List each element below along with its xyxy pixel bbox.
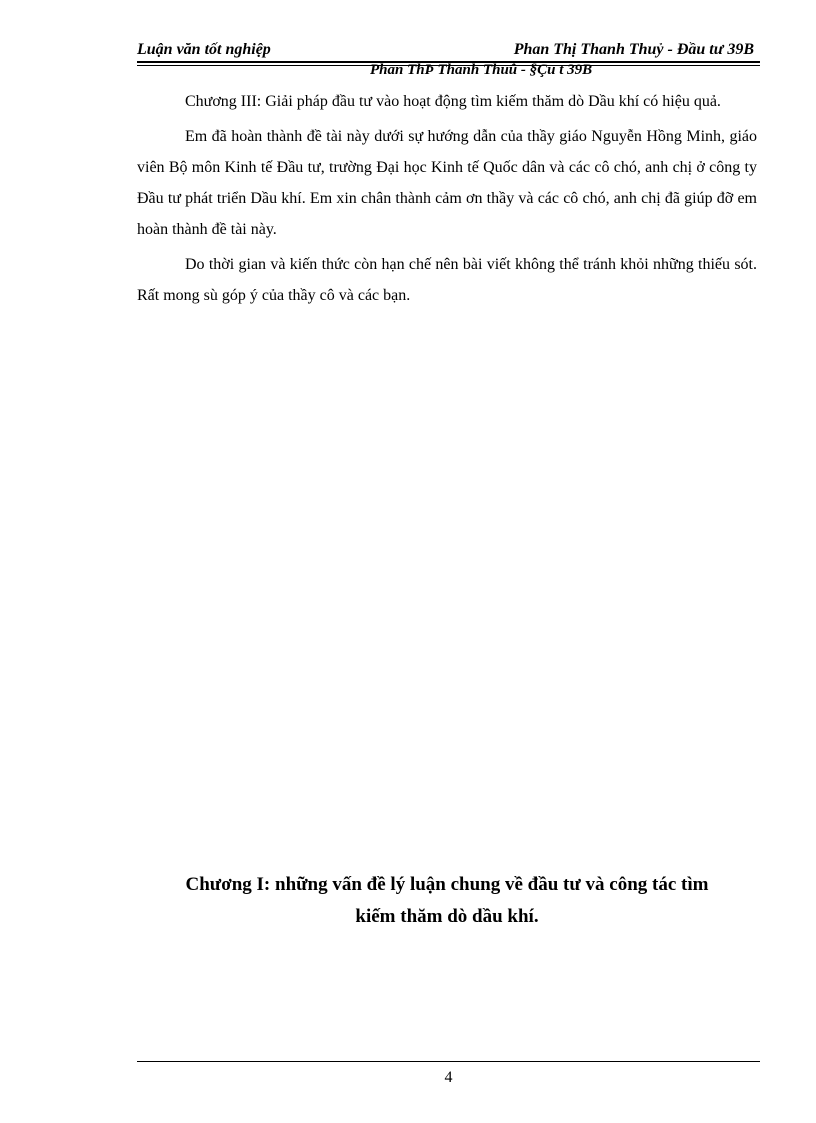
- document-body: [137, 86, 757, 315]
- paragraph-chapter-three: Chương III: Giải pháp đầu tư vào hoạt động tìm kiếm thăm dò Dầu khí có hiệu quả.: [185, 93, 721, 110]
- page-header: [137, 40, 760, 60]
- footer-divider: [137, 1061, 760, 1062]
- paragraph-closing: Do thời gian và kiến thức còn hạn chế nên bài viết không thể tránh khỏi những thiếu sót. Rất mong sù góp ý của thầy cô và các bạn.: [137, 256, 757, 304]
- chapter-heading: [137, 869, 757, 933]
- chapter-heading-line-1: Chương I: những vấn đề lý luận chung về đầu tư và công tác tìm: [185, 874, 709, 895]
- chapter-heading-line-2: kiếm thăm dò dầu khí.: [355, 906, 539, 927]
- header-garbled-author: Phan ThÞ Thanh Thuû - §Çu t 39B: [370, 62, 593, 78]
- header-document-type: Luận văn tốt nghiệp: [137, 41, 271, 58]
- paragraph-acknowledgement: Em đã hoàn thành đề tài này dưới sự hướng dẫn của thầy giáo Nguyễn Hồng Minh, giáo viên Bộ môn Kinh tế Đầu tư, trường Đại học Kinh tế Quốc dân và các cô chó, anh chị ở công ty Đầu tư phát triển Dầu khí. Em xin chân thành cảm ơn thầy và các cô chó, anh chị đã giúp đỡ em hoàn thành đề tài này.: [137, 128, 757, 238]
- page-number: 4: [444, 1069, 453, 1086]
- header-author: Phan Thị Thanh Thuỷ - Đầu tư 39B: [513, 41, 754, 58]
